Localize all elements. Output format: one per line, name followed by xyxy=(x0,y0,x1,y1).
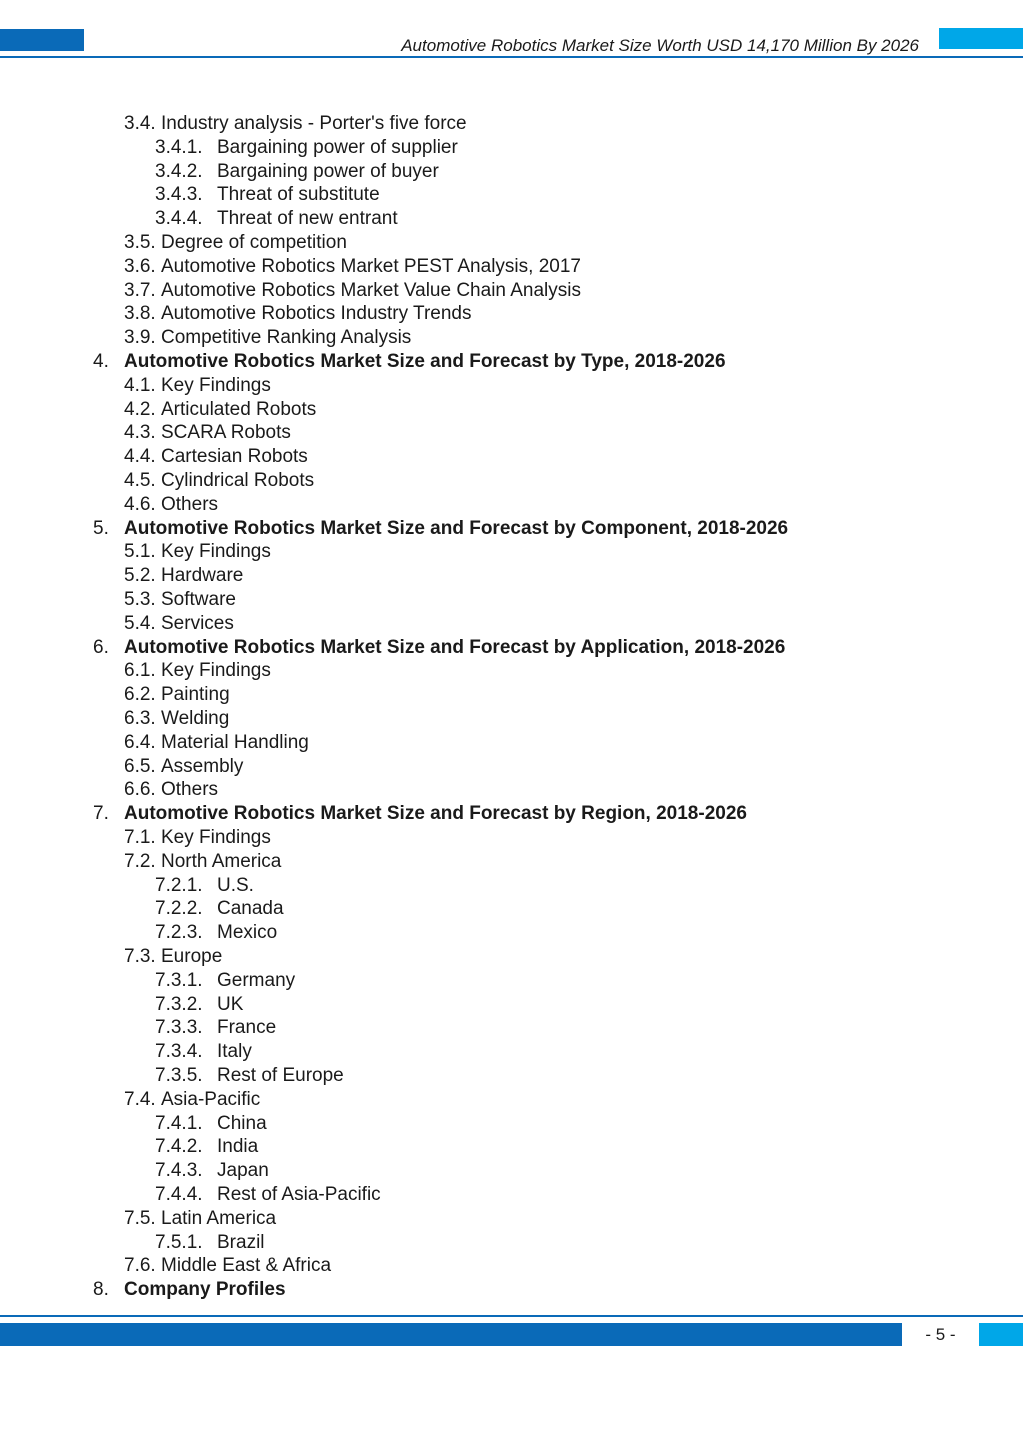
toc-entry-title: Cylindrical Robots xyxy=(161,470,315,491)
toc-entry-title: Cartesian Robots xyxy=(161,446,308,468)
toc-entry-number: 7.2. xyxy=(124,850,156,872)
toc-entry-title: Threat of substitute xyxy=(217,184,380,206)
toc-entry-title: North America xyxy=(161,850,282,872)
toc-entry-title: Others xyxy=(161,779,219,801)
toc-entry-number: 6.4. xyxy=(124,731,156,753)
toc-entry-title: U.S. xyxy=(217,874,254,896)
toc-entry-title: Material Handling xyxy=(161,731,309,753)
toc-entry-title: Germany xyxy=(217,969,296,991)
toc-entry-number: 7.2.3. xyxy=(155,922,203,944)
toc-entry-number: 7.1. xyxy=(124,827,156,848)
toc-entry-number: 7.5.1. xyxy=(155,1231,203,1253)
toc-entry-title: Software xyxy=(161,589,236,610)
toc-entry-number: 6.6. xyxy=(124,779,156,801)
toc-entry-title: Services xyxy=(161,612,234,634)
footer-rule xyxy=(0,1315,1023,1317)
toc-entry-title: China xyxy=(217,1112,267,1134)
toc-entry-title: Europe xyxy=(161,946,223,967)
toc-entry-number: 4.1. xyxy=(124,374,156,396)
toc-entry-number: 4.5. xyxy=(124,470,156,491)
toc-entry-number: 3.4. xyxy=(124,113,156,134)
toc-entry-number: 7.4.4. xyxy=(155,1184,203,1205)
toc-entry-number: 7.4.2. xyxy=(155,1136,203,1158)
toc-entry-number: 3.7. xyxy=(124,279,156,301)
toc-entry-number: 5. xyxy=(93,517,109,539)
toc-entry-number: 3.9. xyxy=(124,327,156,349)
header-accent-right xyxy=(939,28,1023,49)
toc-entry-number: 6. xyxy=(93,636,109,658)
toc-entry-title: Hardware xyxy=(161,565,244,587)
toc-entry-title: Canada xyxy=(217,898,284,920)
toc-entry-number: 3.5. xyxy=(124,232,156,253)
toc-entry-title: Italy xyxy=(217,1041,252,1063)
toc-entry-title: Industry analysis - Porter's five force xyxy=(161,113,467,134)
toc-entry-number: 7.3.3. xyxy=(155,1017,203,1039)
toc-entry-number: 5.3. xyxy=(124,589,156,610)
toc-entry-number: 3.4.4. xyxy=(155,208,203,230)
toc-entry-title: Automotive Robotics Market Size and Forecast by Type, 2018-2026 xyxy=(124,351,726,372)
toc-entry-number: 6.2. xyxy=(124,684,156,706)
toc-entry-title: Automotive Robotics Market Size and Forecast by Component, 2018-2026 xyxy=(124,517,789,539)
toc-entry-title: Mexico xyxy=(217,922,278,944)
toc-entry-number: 4.6. xyxy=(124,493,156,515)
toc-entry-title: Rest of Asia-Pacific xyxy=(217,1184,381,1205)
toc-entry-title: Welding xyxy=(161,708,230,729)
toc-entry-number: 8. xyxy=(93,1279,109,1301)
toc-entry-title: Middle East & Africa xyxy=(161,1255,332,1277)
toc-entry-title: Key Findings xyxy=(161,827,271,848)
toc-entry-title: Threat of new entrant xyxy=(217,208,398,230)
toc-entry-number: 5.1. xyxy=(124,541,156,563)
toc-entry-title: France xyxy=(217,1017,277,1039)
toc-entry-number: 6.1. xyxy=(124,660,156,682)
toc-entry-number: 7.4.3. xyxy=(155,1160,203,1182)
toc-entry-title: Brazil xyxy=(217,1231,265,1253)
header-title: Automotive Robotics Market Size Worth USD 14,170 Million By 2026 xyxy=(401,36,919,55)
toc-entry-title: Company Profiles xyxy=(124,1279,286,1301)
toc-entry-title: SCARA Robots xyxy=(161,422,291,444)
toc-entry-number: 4.3. xyxy=(124,422,156,444)
toc-entry-number: 7.3.4. xyxy=(155,1041,203,1063)
toc-entry-title: Key Findings xyxy=(161,660,271,682)
toc-entry-title: Key Findings xyxy=(161,374,271,396)
toc-entry-title: Painting xyxy=(161,684,230,706)
header-rule xyxy=(0,56,1023,58)
toc-entry-number: 3.6. xyxy=(124,255,156,277)
toc-entry-number: 7.6. xyxy=(124,1255,156,1277)
toc-entry-number: 5.2. xyxy=(124,565,156,587)
toc-entry-number: 7.2.2. xyxy=(155,898,203,920)
toc-entry-title: Degree of competition xyxy=(161,232,347,253)
toc-entry-title: Automotive Robotics Market Size and Forecast by Application, 2018-2026 xyxy=(124,636,786,658)
toc-entry-number: 7.4. xyxy=(124,1088,156,1110)
toc-entry-number: 7.3. xyxy=(124,946,156,967)
toc-entry-number: 3.4.3. xyxy=(155,184,203,206)
toc-entry-number: 7.4.1. xyxy=(155,1112,203,1134)
toc-entry-title: Automotive Robotics Market Value Chain Analysis xyxy=(161,279,581,301)
toc-entry-title: Automotive Robotics Market Size and Forecast by Region, 2018-2026 xyxy=(124,803,747,825)
toc-entry-number: 6.5. xyxy=(124,755,156,777)
toc-entry-title: India xyxy=(217,1136,259,1158)
toc-entry-number: 7.3.5. xyxy=(155,1065,203,1086)
toc-entry-title: Automotive Robotics Industry Trends xyxy=(161,303,472,325)
toc-entry-number: 4. xyxy=(93,351,109,372)
toc-entry-number: 7.3.1. xyxy=(155,969,203,991)
page-number: - 5 - xyxy=(925,1325,956,1344)
toc-entry-number: 3.8. xyxy=(124,303,156,325)
toc-entry-title: Assembly xyxy=(161,755,244,777)
toc-entry-title: Rest of Europe xyxy=(217,1065,344,1086)
toc-entry-title: Automotive Robotics Market PEST Analysis, 2017 xyxy=(161,255,581,277)
toc-entry-number: 6.3. xyxy=(124,708,156,729)
footer-bar-left xyxy=(0,1323,902,1346)
toc-entry-title: Competitive Ranking Analysis xyxy=(161,327,412,349)
toc-entry-title: Bargaining power of supplier xyxy=(217,136,458,158)
header-accent-left xyxy=(0,29,84,51)
toc-entry-title: Latin America xyxy=(161,1207,277,1229)
toc-entry-number: 4.4. xyxy=(124,446,156,468)
toc-entry-number: 5.4. xyxy=(124,612,156,634)
toc-entry-title: UK xyxy=(217,993,244,1015)
toc-entry-title: Japan xyxy=(217,1160,269,1182)
toc-entry-number: 7.2.1. xyxy=(155,874,203,896)
toc-entry-title: Others xyxy=(161,493,219,515)
toc-entry-title: Key Findings xyxy=(161,541,271,563)
toc-entry-title: Asia-Pacific xyxy=(161,1088,261,1110)
toc-entry-number: 4.2. xyxy=(124,398,156,420)
toc-entry-number: 3.4.2. xyxy=(155,160,203,182)
toc-entry-title: Articulated Robots xyxy=(161,398,317,420)
footer-bar-right xyxy=(979,1323,1023,1346)
toc-entry-number: 7.5. xyxy=(124,1207,156,1229)
toc-entry-number: 7.3.2. xyxy=(155,993,203,1015)
toc-entry-title: Bargaining power of buyer xyxy=(217,160,439,182)
toc-entry-number: 7. xyxy=(93,803,109,825)
toc-entry-number: 3.4.1. xyxy=(155,136,203,158)
